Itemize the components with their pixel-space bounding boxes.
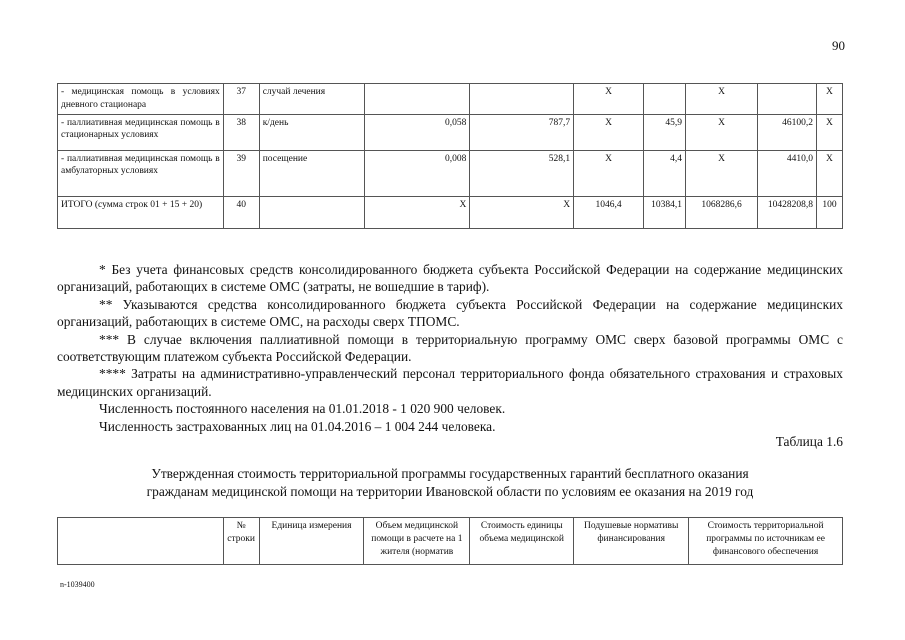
table-cell: ИТОГО (сумма строк 01 + 15 + 20) — [58, 196, 224, 228]
page-number: 90 — [832, 38, 845, 53]
table-cell: 46100,2 — [757, 114, 816, 150]
table-title — [57, 465, 843, 501]
footnote-4: **** Затраты на административно-управленческий персонал территориального фонда обязательного страхования и страховых медицинских организаций. — [57, 366, 843, 399]
table-cell: X — [574, 84, 644, 115]
header-table — [57, 517, 843, 565]
table-cell — [470, 84, 574, 115]
table-cell: - медицинская помощь в условиях дневного стационара — [58, 84, 224, 115]
table-cell: X — [470, 196, 574, 228]
table-cell: 37 — [223, 84, 259, 115]
header-cell: Единица измерения — [259, 518, 364, 565]
insured-note: Численность застрахованных лиц на 01.04.2016 – 1 004 244 человека. — [99, 418, 496, 434]
table-cell: - паллиативная медицинская помощь в стационарных условиях — [58, 114, 224, 150]
header-cell: № строки — [223, 518, 259, 565]
header-row — [58, 518, 843, 565]
header-cell: Объем медицинской помощи в расчете на 1 жителя (норматив — [364, 518, 470, 565]
footnote-1: * Без учета финансовых средств консолидированного бюджета субъекта Российской Федерации на содержание медицинских организаций, работающих в системе ОМС (затраты, не вошедшие в тариф). — [57, 262, 843, 295]
table-cell: 10384,1 — [644, 196, 686, 228]
table-cell: 39 — [223, 150, 259, 196]
table-label: Таблица 1.6 — [775, 434, 843, 449]
table-cell: 40 — [223, 196, 259, 228]
table-cell: X — [574, 114, 644, 150]
table-cell: посещение — [259, 150, 364, 196]
table-cell — [259, 196, 364, 228]
table-row — [58, 114, 843, 150]
table-cell — [757, 84, 816, 115]
table-cell: случай лечения — [259, 84, 364, 115]
table-cell: 528,1 — [470, 150, 574, 196]
footnote-3: *** В случае включения паллиативной помощи в территориальную программу ОМС сверх базовой программы ОМС с соответствующим платежом субъекта Российской Федерации. — [57, 331, 843, 365]
table-cell: X — [686, 114, 758, 150]
footnotes — [57, 261, 843, 435]
header-cell: Стоимость территориальной программы по источникам ее финансового обеспечения — [689, 518, 843, 565]
table-cell — [644, 84, 686, 115]
table-cell: 787,7 — [470, 114, 574, 150]
table-cell: 45,9 — [644, 114, 686, 150]
table-cell: к/день — [259, 114, 364, 150]
table-cell: 0,058 — [364, 114, 470, 150]
data-table — [57, 83, 843, 229]
table-row — [58, 84, 843, 115]
table-title-line: Утвержденная стоимость территориальной программы государственных гарантий бесплатного оказания — [151, 466, 749, 481]
population-note: Численность постоянного населения на 01.01.2018 - 1 020 900 человек. — [99, 401, 506, 417]
table-cell: X — [686, 150, 758, 196]
table-cell: 10428208,8 — [757, 196, 816, 228]
table-cell: X — [364, 196, 470, 228]
table-cell: 0,008 — [364, 150, 470, 196]
table-cell: X — [816, 84, 842, 115]
table-cell: 1068286,6 — [686, 196, 758, 228]
table-cell: 4410,0 — [757, 150, 816, 196]
table-cell: 1046,4 — [574, 196, 644, 228]
table-row — [58, 196, 843, 228]
table-cell: 100 — [816, 196, 842, 228]
table-cell: X — [574, 150, 644, 196]
table-cell: X — [686, 84, 758, 115]
table-cell: X — [816, 150, 842, 196]
header-cell: Стоимость единицы объема медицинской — [470, 518, 574, 565]
document-code: n-1039400 — [60, 580, 95, 589]
table-cell: 38 — [223, 114, 259, 150]
table-title-line: гражданам медицинской помощи на территории Ивановской области по условиям ее оказания на 2019 год — [146, 484, 754, 499]
footnote-2: ** Указываются средства консолидированного бюджета субъекта Российской Федерации на содержание медицинских организаций, работающих в системе ОМС, на расходы сверх ТПОМС. — [57, 296, 843, 330]
table-cell — [364, 84, 470, 115]
header-cell — [58, 518, 224, 565]
table-row — [58, 150, 843, 196]
table-cell: 4,4 — [644, 150, 686, 196]
header-cell: Подушевые нормативы финансирования — [574, 518, 689, 565]
table-cell: X — [816, 114, 842, 150]
table-cell: - паллиативная медицинская помощь в амбулаторных условиях — [58, 150, 224, 196]
